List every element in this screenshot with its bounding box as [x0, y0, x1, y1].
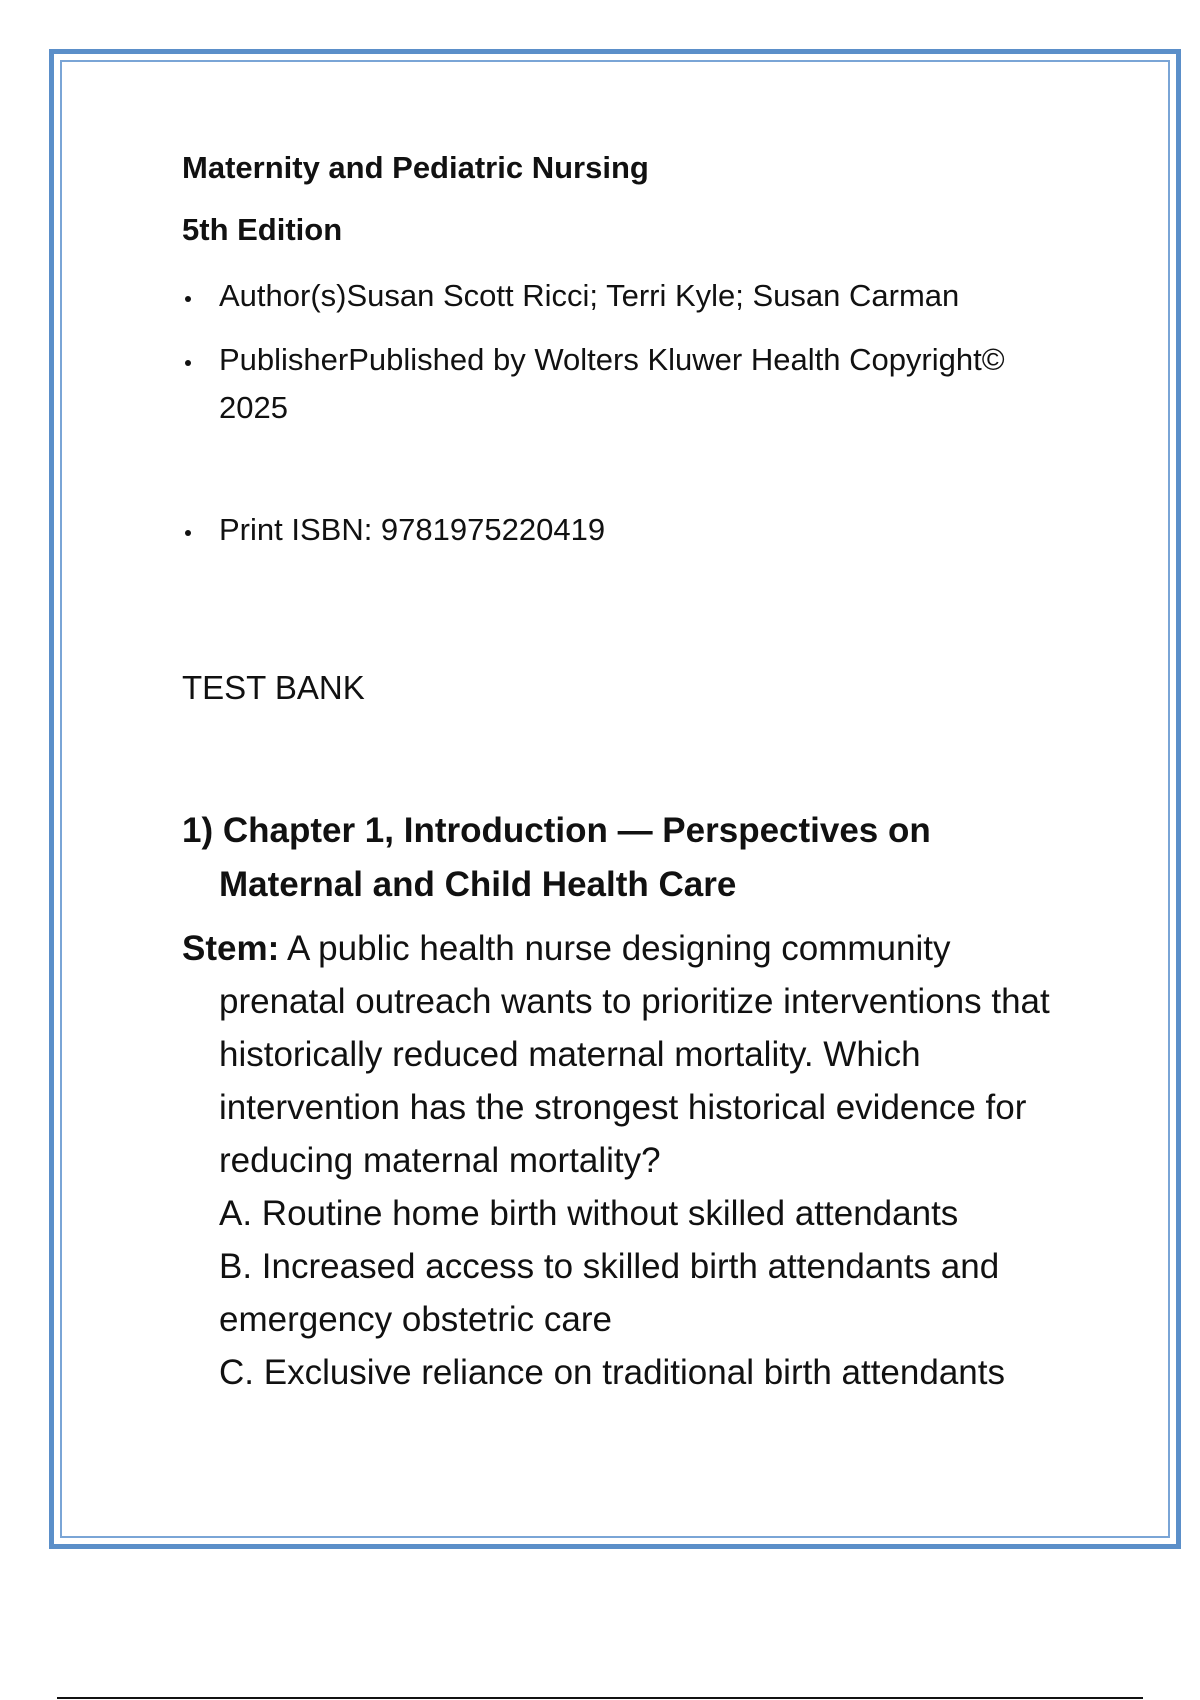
publisher-item: PublisherPublished by Wolters Kluwer Health Copyright© 2025 — [182, 336, 1082, 432]
answer-options — [182, 1187, 1082, 1399]
section-title: TEST BANK — [182, 669, 365, 706]
stem-label: Stem: — [182, 929, 280, 968]
book-metadata-list — [182, 272, 1082, 554]
question-stem — [182, 922, 1082, 1187]
authors-item: Author(s)Susan Scott Ricci; Terri Kyle; Susan Carman — [182, 272, 1082, 320]
book-edition: 5th Edition — [182, 212, 343, 247]
footer-rule — [57, 1697, 1143, 1699]
document-content — [182, 148, 1082, 1399]
question-heading: 1) Chapter 1, Introduction — Perspectives on Maternal and Child Health Care — [182, 811, 931, 904]
answer-option-c: C. Exclusive reliance on traditional birth attendants — [219, 1353, 1005, 1392]
answer-option-a: A. Routine home birth without skilled attendants — [219, 1194, 959, 1233]
isbn-item: Print ISBN: 9781975220419 — [182, 506, 1082, 554]
book-title: Maternity and Pediatric Nursing — [182, 150, 649, 185]
answer-option-b: B. Increased access to skilled birth attendants and emergency obstetric care — [219, 1247, 1000, 1339]
stem-text: A public health nurse designing community prenatal outreach wants to prioritize interventions that historically reduced maternal mortality. Which intervention has the strongest historical evidence for reducing maternal mortality? — [219, 929, 1050, 1180]
